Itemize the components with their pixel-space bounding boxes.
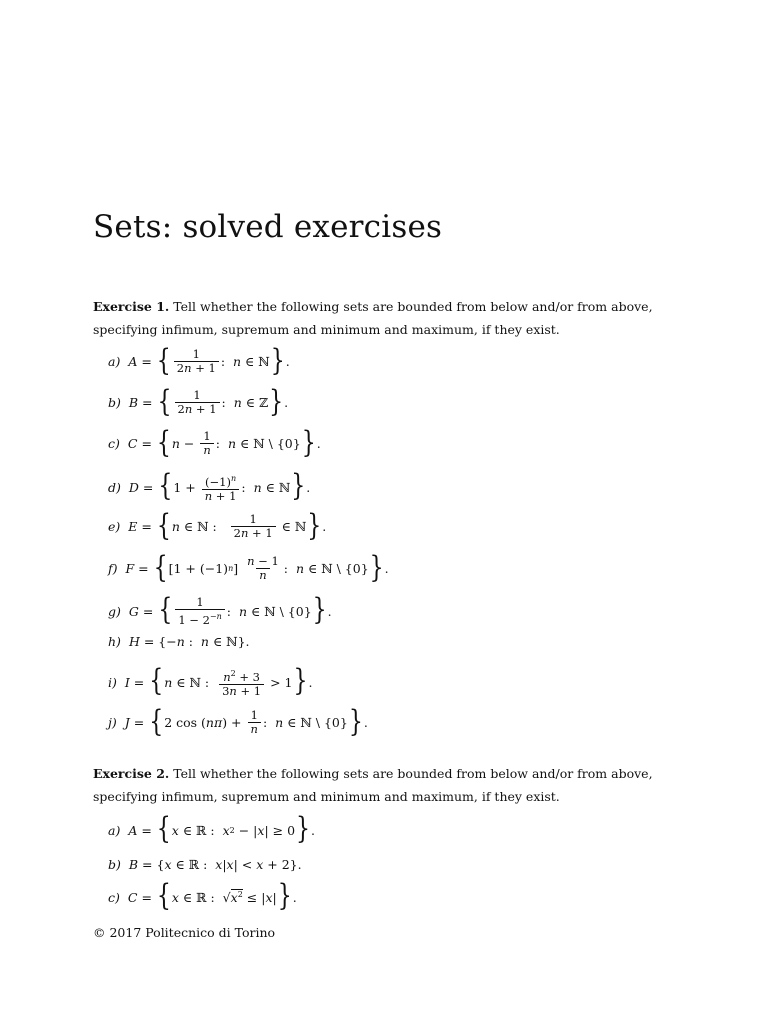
item-label: e): [108, 519, 121, 534]
formula: G = { $\frac{1}{1 - 2^{-n}}$ : n ∈ ℕ \ {0} } .: [128, 593, 332, 628]
exercise-1-item-h: [108, 634, 250, 649]
formula: C = { x ∈ ℝ : √ $x^2$ ≤ | x | } .: [127, 879, 297, 914]
exercise-1-item-e: [108, 508, 327, 543]
exercise-1-item-b: [108, 384, 289, 419]
copyright-footer: © 2017 Politecnico di Torino: [93, 925, 276, 940]
formula: H = {− n : n ∈ ℕ}.: [128, 634, 250, 649]
exercise-1-text: Tell whether the following sets are bounded from below and/or from above, specifying infimum, supremum and minimum and maximum, if they exist.: [93, 299, 653, 337]
formula: B = { $\frac{1}{2n + 1}$ : n ∈ ℤ } .: [128, 384, 289, 419]
item-label: d): [108, 479, 121, 495]
item-label: i): [108, 674, 117, 690]
exercise-1-item-i: [108, 664, 313, 699]
exercise-1-statement: [93, 295, 708, 341]
item-label: c): [108, 436, 120, 451]
exercise-1-heading: Exercise 1.: [93, 299, 170, 314]
exercise-1-item-a: [108, 343, 290, 378]
formula: F = { [1 + (−1) n ] $\frac{n - 1}{n}$ : n ∈ ℕ \ {0} } .: [125, 550, 389, 585]
item-label: g): [108, 603, 121, 619]
formula: C = { n − $\frac{1}{n}$ : n ∈ ℕ \ {0} } .: [127, 425, 321, 460]
item-label: b): [108, 395, 121, 410]
item-label: h): [108, 634, 121, 649]
exercise-1-item-g: [108, 593, 332, 628]
formula: A = { x ∈ ℝ : x 2 − | x | ≥ 0 } .: [128, 812, 316, 847]
exercise-1-item-c: [108, 425, 321, 460]
page-title: Sets: solved exercises: [93, 209, 443, 245]
exercise-1-item-f: [108, 550, 389, 585]
exercise-2-item-b: [108, 857, 302, 872]
item-label: c): [108, 889, 120, 905]
formula: E = { n ∈ ℕ : $\frac{1}{2n + 1}$ ∈ ℕ } .: [128, 508, 327, 543]
item-label: f): [108, 561, 118, 576]
exercise-2-item-c: [108, 879, 297, 914]
exercise-2-item-a: [108, 812, 316, 847]
exercise-2-text: Tell whether the following sets are bounded from below and/or from above, specifying infimum, supremum and minimum and maximum, if they exist.: [93, 766, 653, 804]
formula: J = { 2 cos ( nπ ) + $\frac{1}{n}$ : n ∈ ℕ \ {0} } .: [124, 704, 368, 739]
item-label: a): [108, 822, 121, 838]
item-label: a): [108, 354, 121, 369]
item-label: j): [108, 715, 117, 730]
formula: A = { $\frac{1}{2n + 1}$ : n ∈ ℕ } .: [128, 343, 290, 378]
exercise-2-heading: Exercise 2.: [93, 766, 170, 781]
item-label: b): [108, 857, 121, 872]
formula: I = { n ∈ ℕ : $\frac{n^2 + 3}{3n + 1}$ > 1 } .: [124, 664, 313, 699]
formula: D = { 1 + $\frac{(-1)^n}{n + 1}$ : n ∈ ℕ } .: [128, 469, 311, 504]
exercise-2-statement: [93, 762, 708, 808]
formula: B = { x ∈ ℝ : x | x | < x + 2}.: [128, 857, 302, 872]
exercise-1-item-j: [108, 704, 368, 739]
exercise-1-item-d: [108, 469, 311, 504]
